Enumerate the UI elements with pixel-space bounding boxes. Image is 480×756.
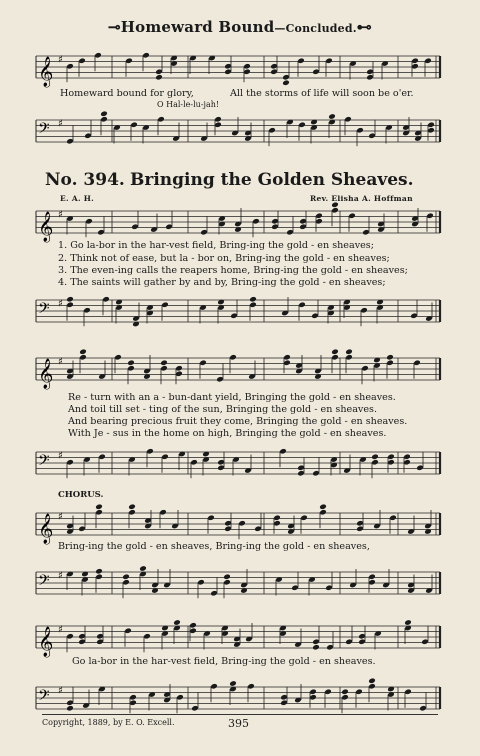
chorus-line-2: Go la-bor in the har-vest field, Bring-ing the gold - en sheaves.	[72, 656, 376, 667]
note-head	[95, 568, 103, 575]
note-head	[386, 354, 394, 361]
staff-system-5-treble	[0, 618, 480, 658]
verse-b-1: Re - turn with an a - bun-dant yield, Bringing the gold - en sheaves.	[68, 392, 396, 403]
staff-system-5-bass	[0, 679, 480, 719]
author-left: E. A. H.	[60, 194, 95, 203]
verse-b-2: And toil till set - ting of the sun, Bringing the gold - en sheaves.	[68, 404, 378, 415]
note-head	[328, 113, 336, 120]
staff-system-3-treble	[0, 350, 480, 390]
hymn-number: No. 394.	[45, 170, 125, 190]
note-head	[155, 74, 163, 81]
author-right: Rev. Elisha A. Hoffman	[310, 194, 413, 203]
sharp-icon: ♯	[58, 570, 63, 582]
note-head	[128, 503, 136, 510]
staff-system-3-bass	[0, 444, 480, 484]
verse-a-1: 1. Go la-bor in the har-vest field, Bring-ing the gold - en sheaves;	[58, 240, 374, 251]
top-lyric-right: All the storms of life will soon be o'er.	[230, 88, 414, 99]
treble-clef-icon: 𝄞	[38, 212, 54, 242]
ornament-left: ⊸	[108, 18, 121, 36]
treble-clef-icon: 𝄞	[38, 359, 54, 389]
note-head	[139, 565, 147, 572]
note-head	[223, 573, 231, 580]
note-head	[122, 573, 130, 580]
note-head	[345, 348, 353, 355]
sharp-icon: ♯	[58, 118, 63, 130]
note-head	[371, 453, 379, 460]
staff-system-1-bass	[0, 112, 480, 162]
staff-system-2-bass	[0, 292, 480, 332]
treble-clef-icon: 𝄞	[38, 514, 54, 544]
chorus-line-1: Bring-ing the gold - en sheaves, Bring-ing the gold - en sheaves,	[58, 541, 370, 552]
sharp-icon: ♯	[58, 624, 63, 636]
bass-clef-icon: 𝄢	[38, 300, 50, 321]
note-head	[368, 677, 376, 684]
note-head	[100, 110, 108, 117]
bass-clef-icon: 𝄢	[38, 572, 50, 593]
sharp-icon: ♯	[58, 356, 63, 368]
note-head	[249, 296, 257, 303]
copyright-text: Copyright, 1889, by E. O. Excell.	[42, 718, 175, 727]
note-head	[79, 348, 87, 355]
staff-system-4-bass	[0, 564, 480, 604]
note-head	[341, 688, 349, 695]
staff-system-4-treble	[0, 505, 480, 545]
hymn-title: Bringing the Golden Sheaves.	[130, 170, 414, 190]
page-number: 395	[228, 717, 249, 730]
section-title-suffix: —Concluded.	[274, 22, 357, 35]
note-head	[319, 503, 327, 510]
verse-b-3: And bearing precious fruit they come, Bringing the gold - en sheaves.	[68, 416, 408, 427]
note-head	[229, 680, 237, 687]
staff-system-1-treble	[0, 48, 480, 88]
note-head	[66, 296, 74, 303]
bass-clef-icon: 𝄢	[38, 687, 50, 708]
sharp-icon: ♯	[58, 450, 63, 462]
sharp-icon: ♯	[58, 298, 63, 310]
note-head	[282, 79, 290, 86]
note-head	[331, 201, 339, 208]
ornament-right: ⊷	[356, 18, 372, 36]
note-head	[404, 619, 412, 626]
note-head	[173, 619, 181, 626]
bass-echo-text: O Hal-le-lu-jah!	[157, 100, 220, 109]
sharp-icon: ♯	[58, 209, 63, 221]
bass-clef-icon: 𝄢	[38, 120, 50, 141]
chorus-label: CHORUS.	[58, 490, 104, 500]
note-head	[331, 348, 339, 355]
section-title-text: Homeward Bound	[120, 18, 275, 36]
verse-a-4: 4. The saints will gather by and by, Bring-ing the gold - en sheaves;	[58, 277, 386, 288]
note-head	[66, 705, 74, 712]
sharp-icon: ♯	[58, 511, 63, 523]
note-head	[312, 644, 320, 651]
note-head	[95, 503, 103, 510]
verse-a-3: 3. The even-ing calls the reapers home, Bring-ing the gold - en sheaves;	[58, 265, 408, 276]
verse-a-2: 2. Think not of ease, but la - bor on, Bring-ing the gold - en sheaves;	[58, 253, 390, 264]
section-title	[108, 18, 372, 36]
staff-system-2-treble	[0, 203, 480, 243]
treble-clef-icon: 𝄞	[38, 627, 54, 657]
footer-rule	[42, 714, 438, 715]
treble-clef-icon: 𝄞	[38, 57, 54, 87]
note-head	[127, 359, 135, 366]
note-head	[160, 359, 168, 366]
verse-b-4: With Je - sus in the home on high, Bringing the gold - en sheaves.	[68, 428, 387, 439]
sharp-icon: ♯	[58, 685, 63, 697]
bass-clef-icon: 𝄢	[38, 452, 50, 473]
sharp-icon: ♯	[58, 54, 63, 66]
top-lyric-left: Homeward bound for glory,	[60, 88, 194, 99]
